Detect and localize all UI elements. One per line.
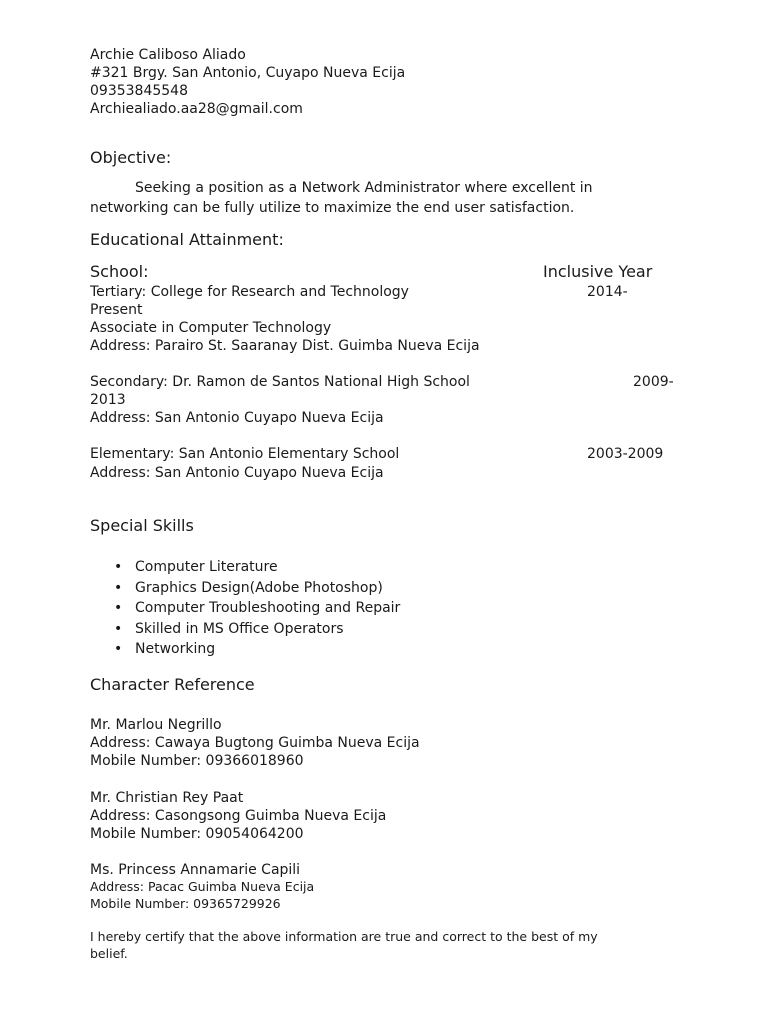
contact-phone: 09353845548 <box>90 83 188 99</box>
objective-heading: Objective: <box>90 148 172 167</box>
reference-2-name: Mr. Christian Rey Paat <box>90 790 244 806</box>
contact-name: Archie Caliboso Aliado <box>90 47 246 63</box>
reference-3-address: Address: Pacac Guimba Nueva Ecija <box>90 879 315 894</box>
list-item: • Networking <box>90 639 650 660</box>
reference-1-name: Mr. Marlou Negrillo <box>90 717 222 733</box>
contact-email: Archiealiado.aa28@gmail.com <box>90 101 303 117</box>
objective-text <box>90 179 593 197</box>
skills-list <box>90 557 650 660</box>
objective-line-1: Seeking a position as a Network Administrator where excellent in <box>135 180 593 196</box>
reference-2-mobile: Mobile Number: 09054064200 <box>90 826 304 842</box>
secondary-address: Address: San Antonio Cuyapo Nueva Ecija <box>90 410 384 426</box>
secondary-school: Secondary: Dr. Ramon de Santos National High School <box>90 374 470 390</box>
elementary-address: Address: San Antonio Cuyapo Nueva Ecija <box>90 465 384 481</box>
secondary-year: 2009- <box>633 374 674 390</box>
reference-1-address: Address: Cawaya Bugtong Guimba Nueva Ecija <box>90 735 420 751</box>
bullet-icon: • <box>114 559 123 575</box>
certification-line-1: I hereby certify that the above information are true and correct to the best of my <box>90 929 598 944</box>
tertiary-course: Associate in Computer Technology <box>90 320 332 336</box>
education-heading: Educational Attainment: <box>90 230 284 249</box>
list-item: • Graphics Design(Adobe Photoshop) <box>90 578 650 599</box>
list-item: • Skilled in MS Office Operators <box>90 619 650 640</box>
bullet-icon: • <box>114 641 123 657</box>
bullet-icon: • <box>114 600 123 616</box>
elementary-year: 2003-2009 <box>587 446 664 462</box>
bullet-icon: • <box>114 620 123 637</box>
school-column-header: School: <box>90 262 149 281</box>
certification-line-2: belief. <box>90 946 128 961</box>
list-item: • Computer Troubleshooting and Repair <box>90 598 650 619</box>
objective-line-2: networking can be fully utilize to maximize the end user satisfaction. <box>90 200 575 216</box>
year-column-header: Inclusive Year <box>543 262 653 281</box>
contact-address: #321 Brgy. San Antonio, Cuyapo Nueva Ecija <box>90 65 406 81</box>
tertiary-year-cont: Present <box>90 302 143 318</box>
list-item: • Computer Literature <box>90 557 650 578</box>
references-heading: Character Reference <box>90 675 255 694</box>
reference-1-mobile: Mobile Number: 09366018960 <box>90 753 304 769</box>
skills-heading: Special Skills <box>90 516 194 535</box>
bullet-icon: • <box>114 579 123 596</box>
secondary-year-cont: 2013 <box>90 392 126 408</box>
reference-3-mobile: Mobile Number: 09365729926 <box>90 896 281 911</box>
tertiary-school: Tertiary: College for Research and Technology <box>90 284 409 300</box>
reference-3-name: Ms. Princess Annamarie Capili <box>90 862 301 878</box>
tertiary-address: Address: Parairo St. Saaranay Dist. Guimba Nueva Ecija <box>90 338 480 354</box>
elementary-school: Elementary: San Antonio Elementary School <box>90 446 400 462</box>
tertiary-year: 2014- <box>587 284 628 300</box>
reference-2-address: Address: Casongsong Guimba Nueva Ecija <box>90 808 387 824</box>
